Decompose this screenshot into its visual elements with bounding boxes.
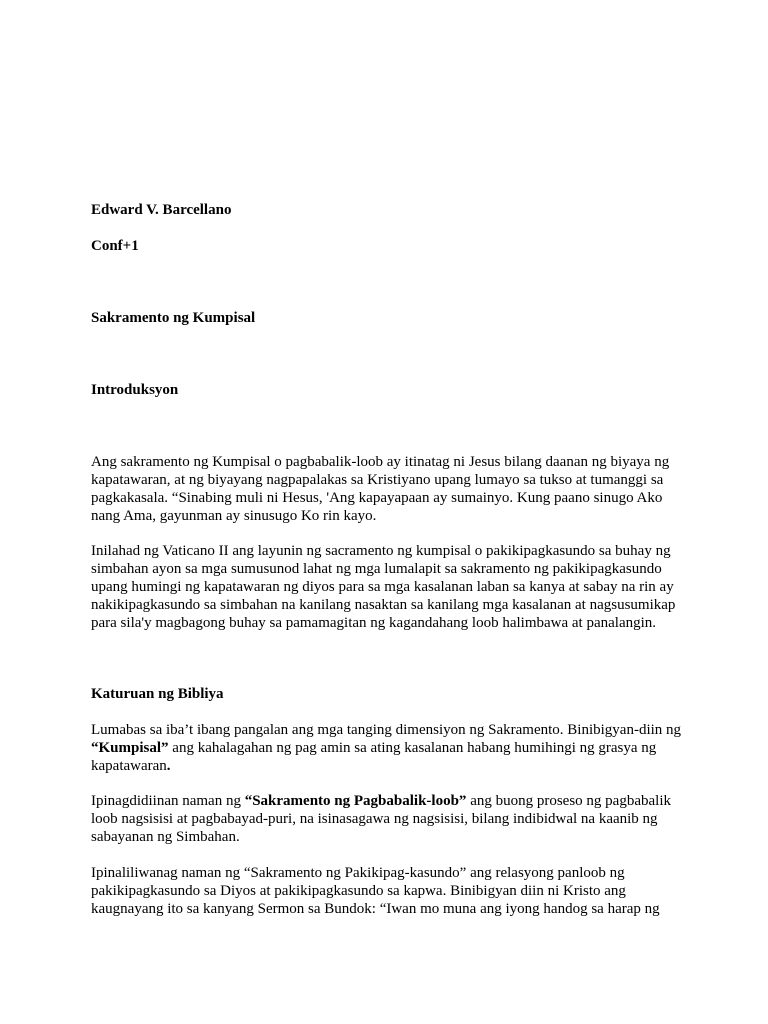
- intro-paragraph-1: Ang sakramento ng Kumpisal o pagbabalik-loob ay itinatag ni Jesus bilang daanan ng biyaya ng kapatawaran, at ng biyayang nagpapalakas sa Kristiyano upang lumayo sa tukso at tumanggi sa pagkakasala. “Sinabing muli ni Hesus, 'Ang kapayapaan ay sumainyo. Kung paano sinugo Ako nang Ama, gayunman ay sinusugo Ko rin kayo.: [91, 454, 670, 524]
- bible-paragraph-1: [91, 721, 683, 775]
- bible-heading: Katuruan ng Bibliya: [91, 686, 224, 702]
- bible-p1-period: .: [166, 758, 171, 774]
- bible-p2-text-a: Ipinagdidiinan naman ng: [91, 793, 245, 809]
- bible-p2-text-c: ang buong proseso ng pagbabalik loob nagsisisi at pagbabayad-puri, na isinasagawa ng nagsisisi, bilang indibidwal na kaanib ng sabayanan ng Simbahan.: [91, 793, 671, 845]
- bible-p1-text-c: ang kahalagahan ng pag amin sa ating kasalanan habang humihingi ng grasya ng kapatawaran: [91, 740, 657, 774]
- document-page: [91, 0, 691, 1024]
- intro-heading: Introduksyon: [91, 382, 179, 398]
- bible-p1-text-a: Lumabas sa iba’t ibang pangalan ang mga tanging dimensiyon ng Sakramento. Binibigyan-diin ng: [91, 722, 682, 738]
- author-name: Edward V. Barcellano: [91, 202, 232, 218]
- course-code: Conf+1: [91, 238, 139, 254]
- bible-paragraph-2: [91, 792, 683, 846]
- bible-paragraph-3: Ipinaliliwanag naman ng “Sakramento ng Pakikipag-kasundo” ang relasyong panloob ng pakikipagkasundo sa Diyos at pakikipagkasundo sa kapwa. Binibigyan diin ni Kristo ang kaugnayang ito sa kanyang Sermon sa Bundok: “Iwan mo muna ang iyong handog sa harap ng: [91, 865, 660, 917]
- kumpisal-term: “Kumpisal”: [91, 740, 169, 756]
- pagbabalik-loob-term: “Sakramento ng Pagbabalik-loob”: [244, 793, 467, 809]
- document-title: Sakramento ng Kumpisal: [91, 310, 256, 326]
- intro-paragraph-2: Inilahad ng Vaticano II ang layunin ng sacramento ng kumpisal o pakikipagkasundo sa buhay ng simbahan ayon sa mga sumusunod lahat ng mga lumalapit sa sakramento ng pakikipagkasundo upang humingi ng kapatawaran ng diyos para sa mga kasalanan laban sa kanya at sabay na rin ay nakikipagkasundo sa simbahan na kanilang nasaktan sa kanilang mga kasalanan at nagsusumikap para sila'y magbagong buhay sa pamamagitan ng kagandahang loob halimbawa at panalangin.: [91, 543, 676, 631]
